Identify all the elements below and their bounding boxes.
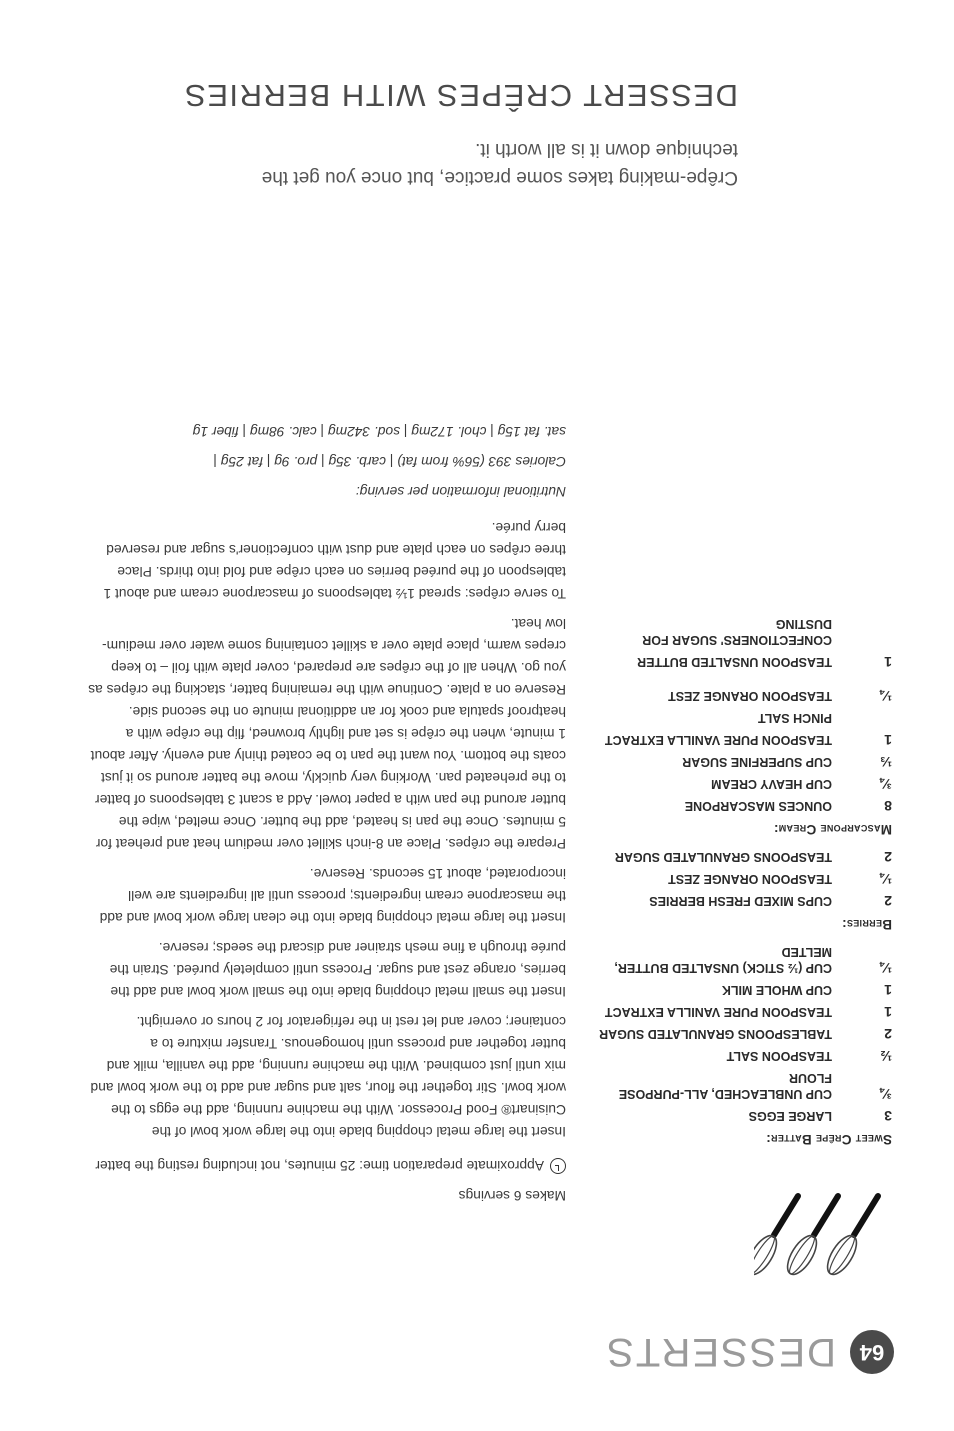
ingredient-heading-mascarpone: Mascarpone Cream: (773, 822, 892, 837)
ingredient-qty: ½ (880, 1048, 892, 1064)
ingredient-name: CUP (½ STICK) UNSALTED BUTTER, MELTED (614, 945, 832, 975)
nutrition-label: Nutritional information per serving: (355, 484, 566, 499)
ingredient-row (572, 1108, 892, 1124)
nutrition-line: sat. fat 15g | chol. 172mg | sod. 342mg | calc. 98mg | fiber 1g (192, 424, 566, 439)
ingredient-qty: ¼ (880, 960, 892, 976)
ingredient-row (572, 688, 892, 704)
method-step: Insert the small metal chopping blade into the small work bowl and add the berries, orange zest and sugar. Process until completely puréed. Strain the purée through a fine mesh strainer and discard the seeds; reserve. (109, 940, 566, 999)
nutrition-line: Calories 393 (56% from fat) | carb. 35g | pro. 9g | fat 25g | (213, 454, 566, 469)
page-number-badge: 64 (850, 1330, 894, 1374)
ingredient-name: TEASPOON ORANGE ZEST (668, 872, 832, 886)
clock-icon (550, 1158, 566, 1174)
recipe-subtitle: Crêpe-making takes some practice, but once you get the technique down it is all worth it. (261, 139, 738, 188)
ingredient-qty: 3 (884, 1108, 892, 1124)
ingredient-qty (832, 710, 892, 726)
ingredient-heading-batter: Sweet Crêpe Batter: (765, 1132, 892, 1147)
section-title: DESSERTS (605, 1330, 836, 1374)
method-step: Insert the large metal chopping blade into the clean large work bowl and add the mascarpone cream ingredients; process until all ingredients are well incorporated, about 15 seconds. Reserve. (99, 866, 566, 925)
ingredient-qty: 2 (884, 849, 892, 865)
ingredient-name: CUP UNBLEACHED, ALL-PURPOSE FLOUR (618, 1071, 832, 1101)
whisk-icon (754, 1196, 798, 1279)
ingredient-name: TEASPOON UNSALTED BUTTER (637, 655, 832, 669)
ingredient-row (572, 754, 892, 770)
ingredient-name: TABLESPOONS GRANULATED SUGAR (599, 1027, 832, 1041)
ingredient-row (572, 1070, 892, 1102)
ingredient-name: TEASPOON ORANGE ZEST (668, 689, 832, 703)
ingredient-row (572, 893, 892, 909)
ingredient-qty: ¾ (880, 1086, 892, 1102)
ingredient-row (572, 1048, 892, 1064)
ingredient-row (572, 1004, 892, 1020)
ingredient-row (572, 1026, 892, 1042)
ingredient-qty: 1 (884, 732, 892, 748)
ingredient-name: TEASPOON PURE VANILLA EXTRACT (604, 733, 832, 747)
method-section (86, 412, 566, 1206)
ingredient-name: TEASPOON SALT (726, 1049, 832, 1063)
ingredient-qty: 8 (884, 798, 892, 814)
ingredient-name: CUP SUPERFINE SUGAR (682, 755, 832, 769)
ingredient-name: OUNCES MASCARPONE (684, 799, 832, 813)
ingredient-name: CONFECTIONERS' SUGAR FOR DUSTING (642, 617, 832, 647)
ingredient-row (572, 732, 892, 748)
ingredient-qty: ⅓ (880, 754, 892, 770)
ingredient-row (572, 710, 892, 726)
ingredient-name: CUP WHOLE MILK (721, 983, 832, 997)
prep-time (86, 1154, 566, 1176)
ingredient-qty: ¼ (880, 871, 892, 887)
ingredient-heading-berries: Berries: (841, 917, 892, 932)
ingredient-qty: 2 (884, 1026, 892, 1042)
servings: Makes 6 servings (458, 1188, 566, 1203)
recipe-title: DESSERT CRÊPES WITH BERRIES (183, 78, 738, 113)
ingredient-name: TEASPOON PURE VANILLA EXTRACT (604, 1005, 832, 1019)
ingredient-row (572, 654, 892, 670)
ingredients-list (572, 610, 892, 1147)
ingredient-name: TEASPOONS GRANULATED SUGAR (614, 850, 832, 864)
method-step: Insert the large metal chopping blade into the large work bowl of the Cuisinart® Food Processor. With the machine running, add the eggs to the work bowl. Stir together the flour, salt and sugar and add to the work bowl and mix until just combined. With the machine running, add the vanilla, milk and butter together and process until homogenous. Transfer mixture to a container; cover and let rest in the refrigerator for 2 hours or overnight. (90, 1014, 566, 1139)
ingredient-row (572, 798, 892, 814)
nutrition-info (86, 420, 566, 502)
ingredient-qty: 1 (884, 654, 892, 670)
ingredient-qty: 1 (884, 1004, 892, 1020)
ingredient-qty: ¾ (880, 776, 892, 792)
ingredient-row (572, 871, 892, 887)
method-step: To serve crêpes: spread 1½ tablespoons of mascarpone cream and about 1 tablespoon of the puréed berries on each crêpe and fold into thirds. Place three crêpes on each plate and dust with confectioner's sugar and reserved berry purée. (103, 520, 566, 601)
prep-time-text: Approximate preparation time: 25 minutes, not including resting the batter (95, 1158, 544, 1173)
ingredient-row (572, 849, 892, 865)
ingredient-row (572, 982, 892, 998)
method-step: Prepare the crêpes. Place an 8-inch skillet over medium heat and preheat for 5 minutes. Once the pan is heated, add the butter. Once melted, wipe the butter around the pan with a paper towel. Add a scant 3 tablespoons of batter to the preheated pan. Working very quickly, move the batter around so it just coats the bottom. You want the pan to be coated thinly and evenly. After about 1 minute, when the crêpe is set and lightly browned, flip the crêpe with a heatproof spatula and cook for an additional minute on the second side. Reserve on a plate. Continue with the remaining batter, stacking the crêpes as you go. When all of the crêpes are prepared, cover plate with foil – to keep crepes warm, place plate over a skillet containing some water over medium-low heat. (88, 616, 566, 851)
ingredient-name: LARGE EGGS (748, 1109, 832, 1123)
whisks-illustration (754, 1181, 894, 1281)
ingredient-qty (832, 616, 892, 648)
ingredient-row (572, 944, 892, 976)
ingredient-name: CUP HEAVY CREAM (711, 777, 832, 791)
ingredient-row (572, 776, 892, 792)
ingredient-qty: ¼ (880, 688, 892, 704)
ingredient-name: CUPS MIXED FRESH BERRIES (649, 894, 832, 908)
ingredient-name: PINCH SALT (757, 711, 832, 725)
ingredient-row (572, 616, 892, 648)
ingredient-qty: 1 (884, 982, 892, 998)
ingredient-qty: 2 (884, 893, 892, 909)
